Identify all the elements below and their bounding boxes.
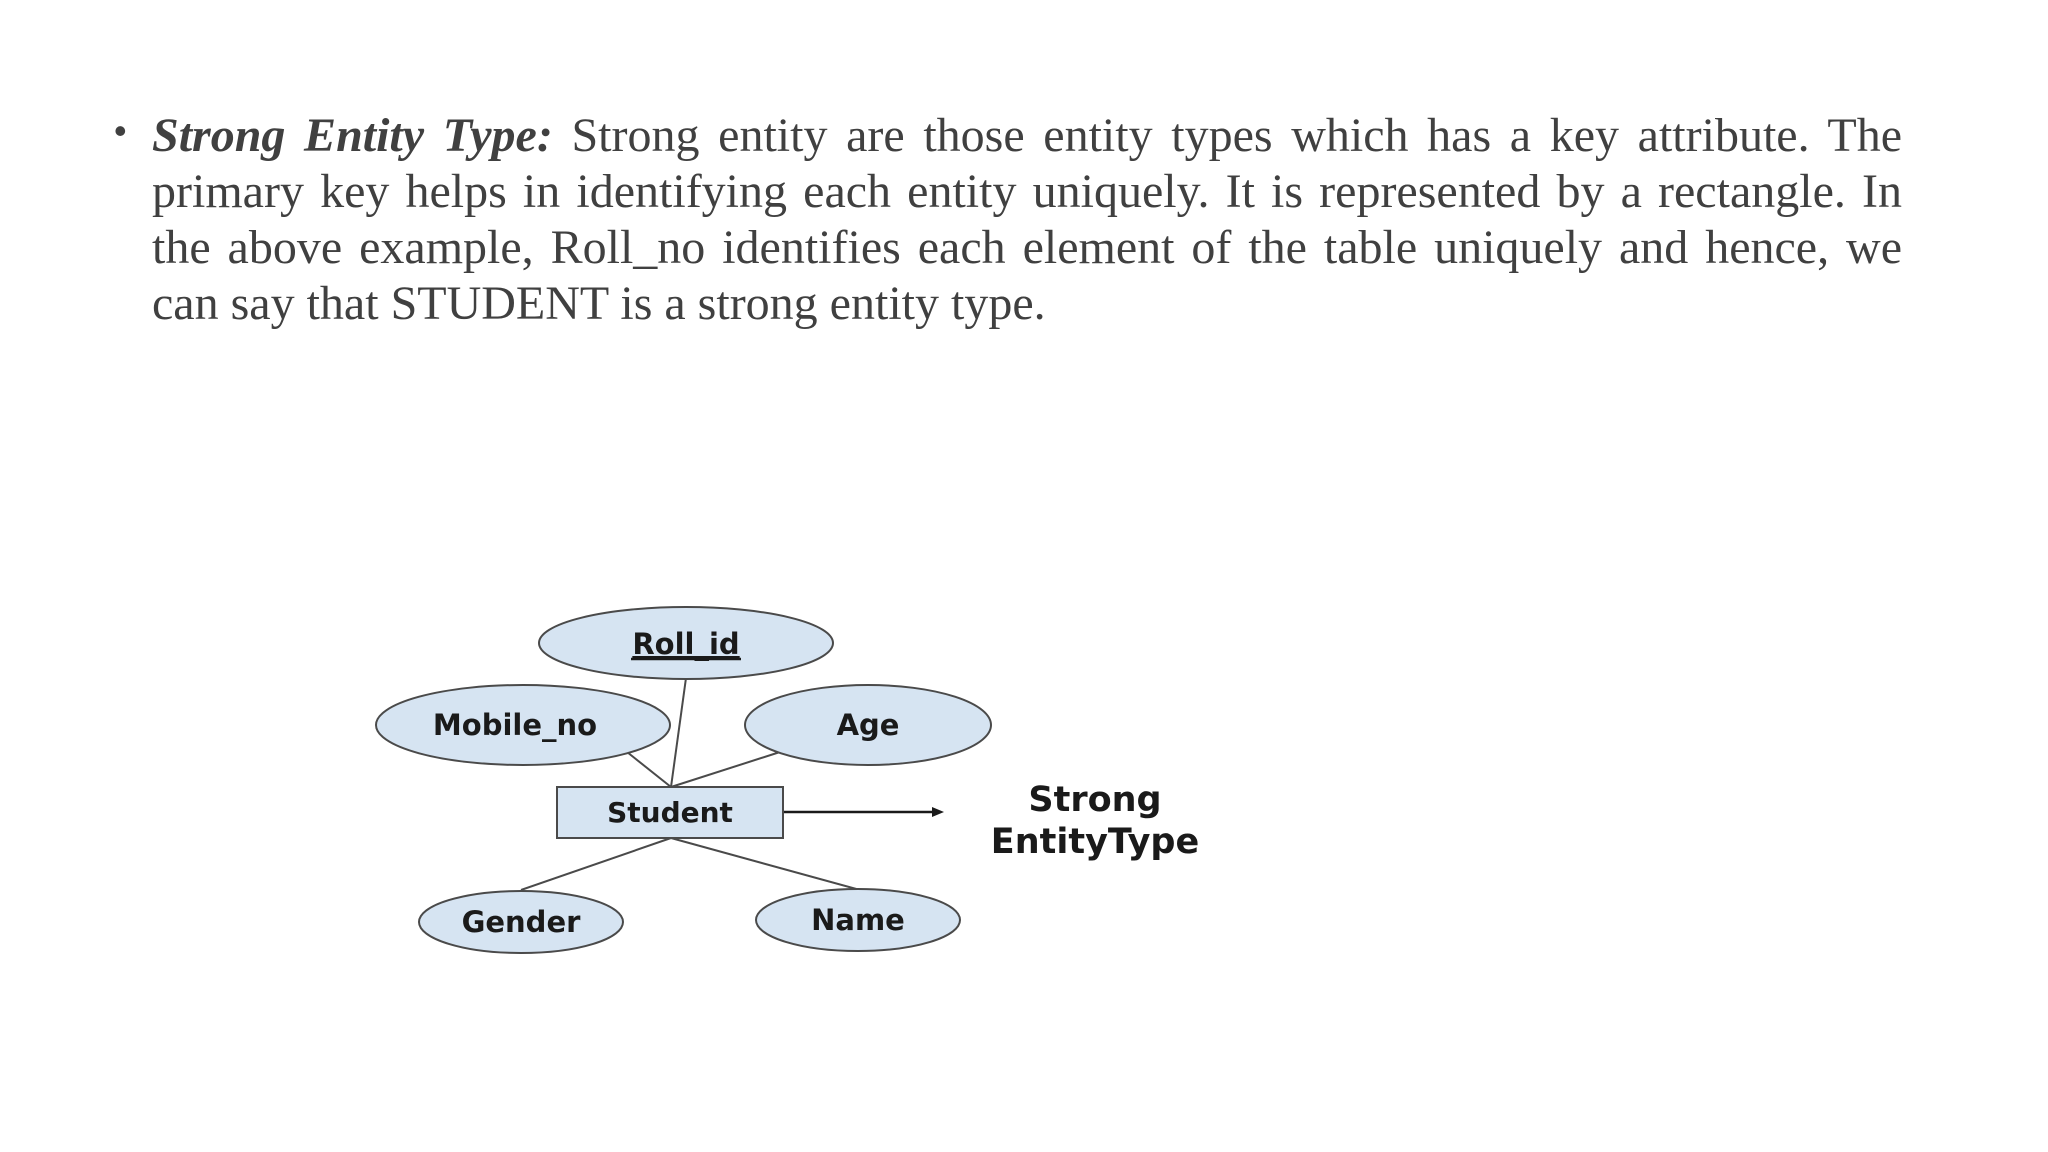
attribute-gender: [419, 891, 623, 953]
connector-age: [671, 752, 780, 787]
connector-name: [671, 838, 860, 890]
connector-gender: [521, 838, 671, 890]
attribute-age: [745, 685, 991, 765]
callout-arrow: [782, 807, 944, 817]
entity-student: [557, 787, 783, 838]
entity-student-label: Student: [607, 796, 733, 829]
callout-line-2: EntityType: [990, 822, 1200, 862]
bullet-dot-icon: •: [114, 110, 127, 151]
attribute-age-label: Age: [836, 708, 900, 742]
callout-line-1: Strong: [1028, 780, 1162, 820]
attribute-name: [756, 889, 960, 951]
attribute-mobile-no-label: Mobile_no: [432, 708, 598, 742]
attribute-gender-label: Gender: [461, 905, 581, 939]
attribute-name-label: Name: [811, 903, 905, 937]
connector-roll-id: [671, 678, 686, 787]
connector-mobile-no: [627, 752, 671, 787]
attribute-roll-id: [539, 607, 833, 679]
attribute-roll-id-label: Roll_id: [632, 627, 740, 661]
attribute-mobile-no: [376, 685, 670, 765]
bullet-body: Strong entity are those entity types which has a key attribute. The primary key helps in identifying each entity uniquely. It is represented by a rectangle. In the above example, Roll_no identifies each element of the table uniquely and hence, we can say that STUDENT is a strong entity type.: [152, 109, 1902, 330]
bullet-term: Strong Entity Type:: [152, 109, 553, 162]
